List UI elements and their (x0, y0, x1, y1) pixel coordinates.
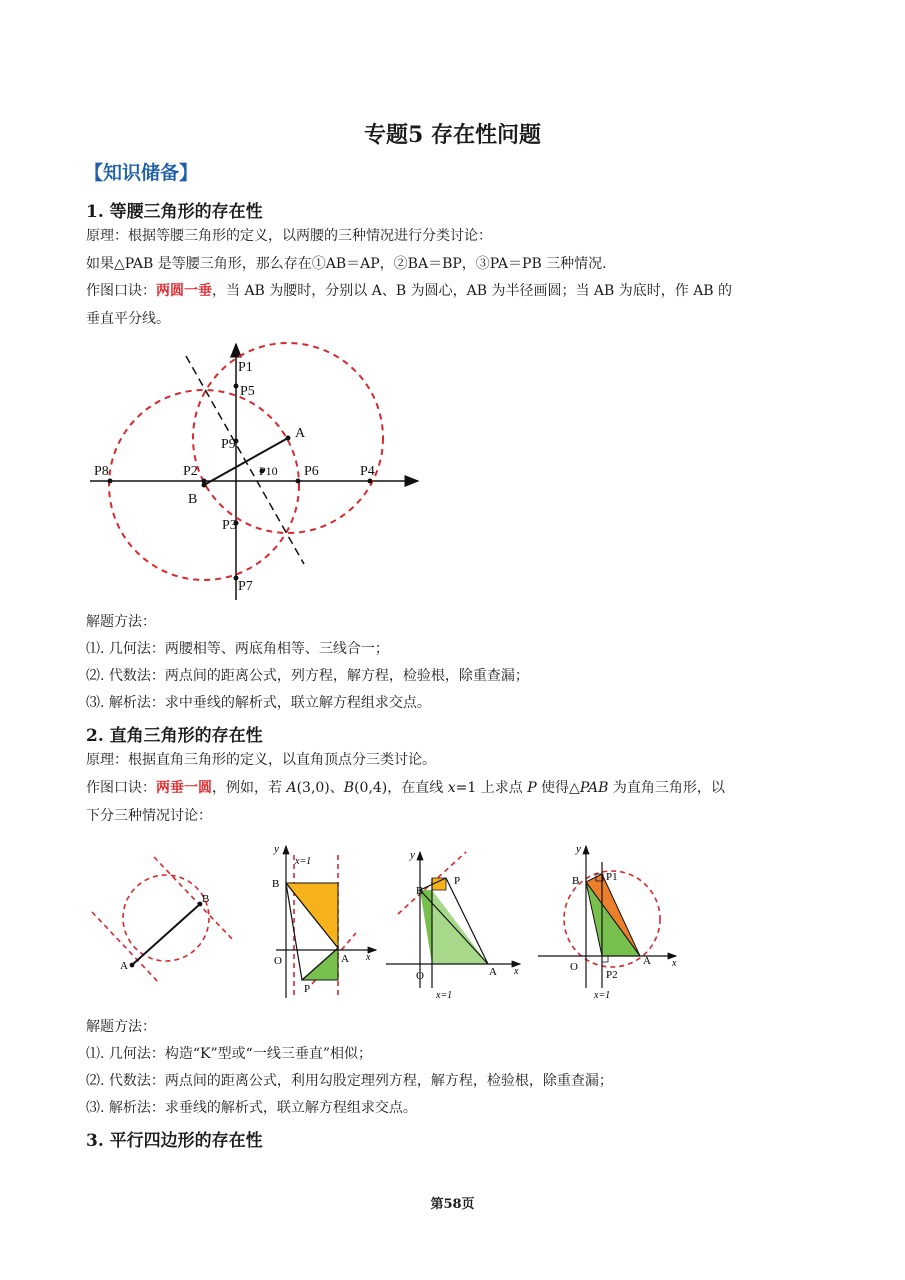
fig2a-label-a: A (120, 960, 128, 972)
s2-point-b-coord: (0,4) (354, 780, 388, 796)
fig2d-label-a: A (643, 955, 651, 967)
s1-method-1: ⑴. 几何法：两腰相等、两底角相等、三线合一； (86, 641, 389, 657)
label-b: B (188, 492, 198, 507)
section-header: 【知识储备】 (84, 162, 199, 184)
label-p8: P8 (94, 464, 109, 479)
right-triangle-figures (86, 838, 686, 1008)
section-1-heading: 1. 等腰三角形的存在性 (86, 202, 263, 222)
s1-rhyme (86, 281, 732, 301)
fig2c-label-a: A (489, 966, 497, 978)
fig2c-y-label: y (410, 849, 415, 861)
s1-methods-title: 解题方法： (86, 614, 156, 630)
s2-point-a: A (286, 780, 297, 796)
fig2c-line-label: x=1 (436, 990, 453, 1001)
s1-rhyme-line2: 垂直平分线。 (86, 311, 170, 327)
label-p7: P7 (238, 579, 253, 594)
s1-rhyme-key: 两圆一垂 (156, 283, 212, 299)
label-p1: P1 (238, 360, 253, 375)
s2-rhyme-text-c: 上求点 (476, 780, 528, 796)
s2-method-2: ⑵. 代数法：两点间的距离公式，利用勾股定理列方程，解方程，检验根，除重查漏； (86, 1073, 613, 1089)
fig2b-label-a: A (341, 953, 349, 965)
fig2c-label-p: P (454, 875, 461, 887)
fig2d-label-b: B (572, 875, 580, 887)
label-p10: P10 (259, 464, 278, 478)
label-p6: P6 (304, 464, 319, 479)
s2-principle: 原理：根据直角三角形的定义，以直角顶点分三类讨论。 (86, 752, 436, 768)
fig2b-label-o: O (274, 955, 282, 967)
label-p9: P9 (221, 437, 236, 452)
fig2d-label-o: O (570, 961, 578, 973)
label-p4: P4 (360, 464, 375, 479)
fig2b-label-p: P (304, 983, 311, 995)
s2-rhyme-prefix: 作图口诀： (86, 780, 156, 796)
section-3-heading: 3. 平行四边形的存在性 (86, 1131, 263, 1151)
s2-methods-title: 解题方法： (86, 1019, 156, 1035)
s1-method-3: ⑶. 解析法：求中垂线的解析式，联立解方程组求交点。 (86, 695, 431, 711)
s2-point-p: P (527, 780, 537, 796)
section-2-heading: 2. 直角三角形的存在性 (86, 726, 263, 746)
label-p2: P2 (183, 464, 198, 479)
fig2b-y-label: y (274, 843, 279, 855)
s2-line-x: x (447, 780, 456, 796)
s2-rhyme-text-a: ，例如，若 (212, 780, 287, 796)
s2-method-3: ⑶. 解析法：求垂线的解析式，联立解方程组求交点。 (86, 1100, 417, 1116)
fig2b-line-label: x=1 (295, 856, 312, 867)
s2-method-1: ⑴. 几何法：构造“K”型或“一线三垂直”相似； (86, 1046, 372, 1062)
s1-cases: 如果△PAB 是等腰三角形，那么存在①AB＝AP，②BA＝BP，③PA＝PB 三种情况. (86, 256, 607, 272)
label-p3: P3 (222, 518, 237, 533)
fig2d-x-label: x (672, 958, 677, 969)
s2-point-a-coord: (3,0) (296, 780, 330, 796)
label-a: A (295, 426, 306, 441)
isosceles-figure (86, 338, 426, 603)
s2-sep: 、 (329, 780, 344, 796)
s2-line-eq: =1 (455, 780, 477, 796)
fig2d-label-p2: P2 (606, 969, 618, 981)
fig2a-label-b: B (202, 893, 210, 905)
s2-rhyme-key: 两垂一圆 (156, 780, 212, 796)
s2-rhyme-text-e: 为直角三角形，以 (608, 780, 725, 796)
fig2c-label-o: O (416, 970, 424, 982)
s1-rhyme-prefix: 作图口诀： (86, 283, 156, 299)
s2-point-b: B (343, 780, 355, 796)
page-title: 专题5 存在性问题 (364, 122, 541, 148)
s1-principle: 原理：根据等腰三角形的定义，以两腰的三种情况进行分类讨论： (86, 228, 492, 244)
s2-rhyme-text-d: 使得△ (536, 780, 580, 796)
s1-method-2: ⑵. 代数法：两点间的距离公式，列方程，解方程，检验根，除重查漏； (86, 668, 529, 684)
s2-triangle: PAB (579, 780, 609, 796)
s2-rhyme (86, 778, 725, 798)
fig2b-label-b: B (272, 878, 280, 890)
label-p5: P5 (240, 384, 255, 399)
fig2b-x-label: x (366, 952, 371, 963)
s1-rhyme-rest: ，当 AB 为腰时，分别以 A、B 为圆心，AB 为半径画圆；当 AB 为底时，作 AB 的 (212, 283, 733, 299)
page-number: 第58页 (430, 1197, 475, 1212)
fig2d-y-label: y (576, 843, 581, 855)
s2-rhyme-text-b: ，在直线 (387, 780, 448, 796)
fig2d-line-label: x=1 (594, 990, 611, 1001)
fig2d-label-p1: P1 (606, 871, 618, 883)
fig2c-x-label: x (514, 966, 519, 977)
fig2c-label-b: B (416, 885, 424, 897)
circle-ab (123, 875, 209, 961)
s2-rhyme-line2: 下分三种情况讨论： (86, 808, 212, 824)
